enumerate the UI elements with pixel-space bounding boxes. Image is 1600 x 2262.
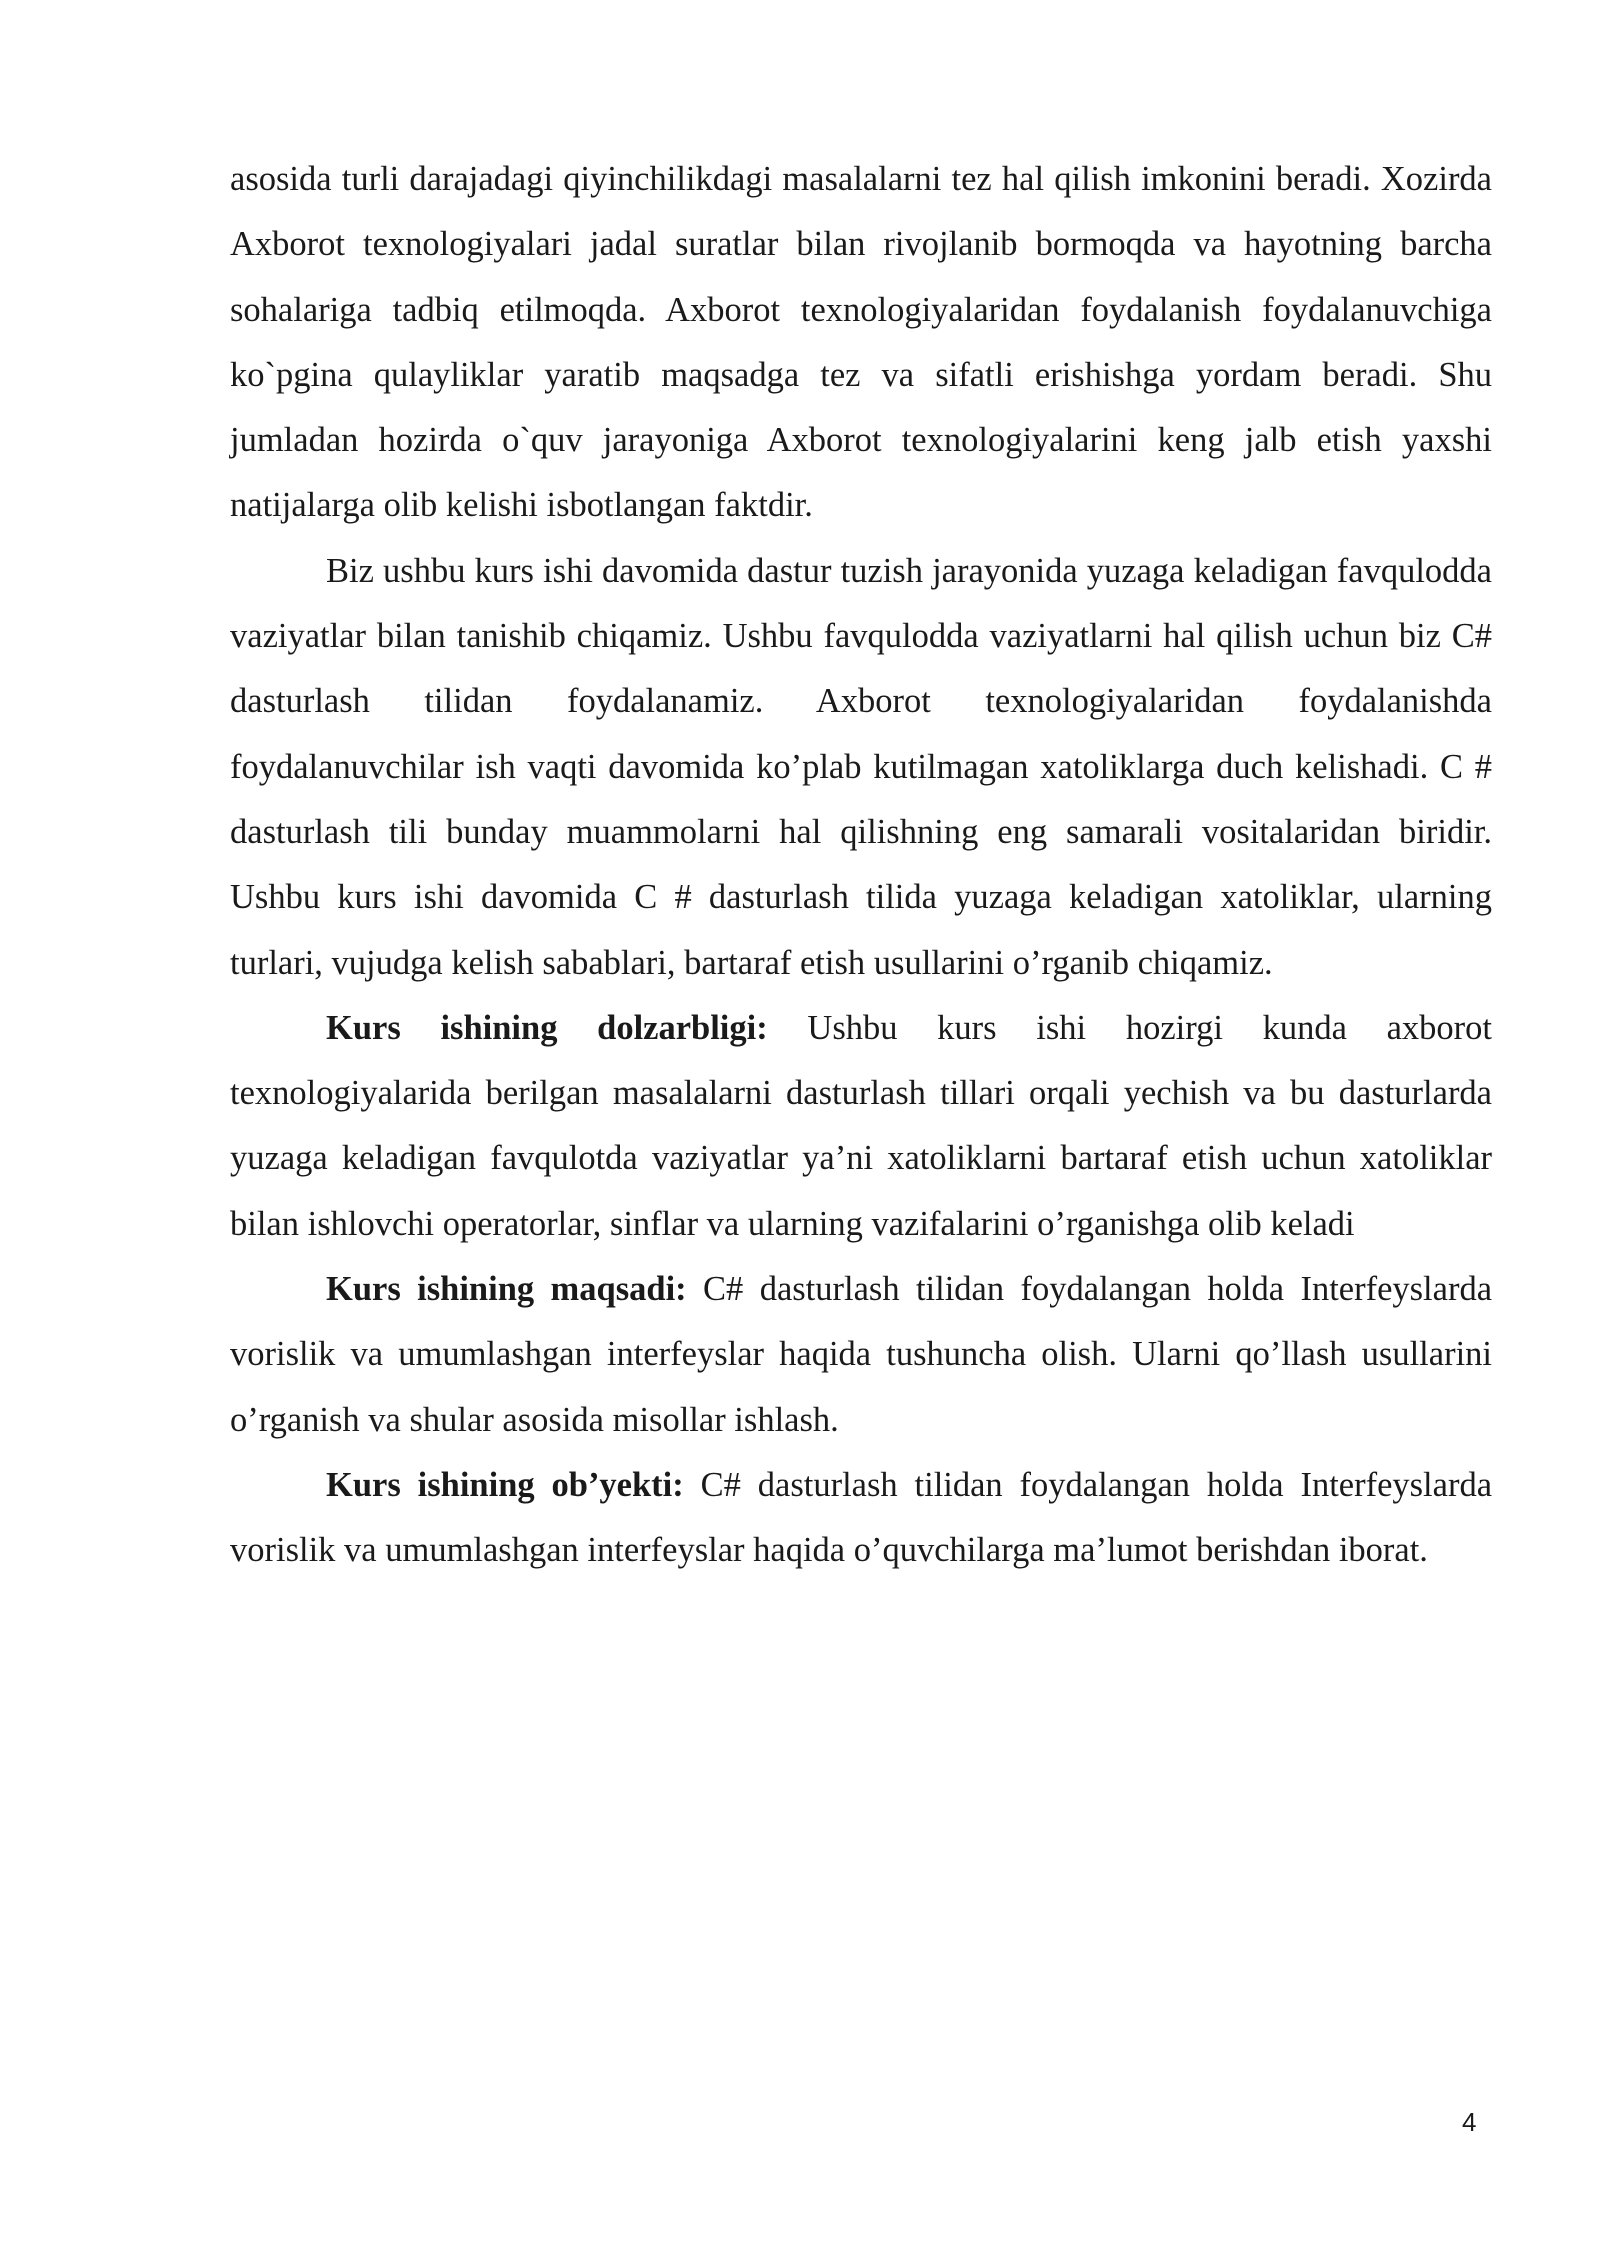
- paragraph-intro-continuation: [230, 147, 1492, 539]
- paragraph-heading-goal: Kurs ishining maqsadi:: [326, 1270, 687, 1309]
- paragraph-text: Ushbu kurs ishi hozirgi kunda axborot texnologiyalarida berilgan masalalarni dasturlash tillari orqali yechish va bu dasturlarda yuzaga keladigan favqulotda vaziyatlar ya’ni xatoliklarni bartaraf etish uchun xatoliklar bilan ishlovchi operatorlar, sinflar va ularning vazifalarini o’rganishga olib keladi: [230, 1008, 1492, 1243]
- document-page: [230, 147, 1492, 1584]
- paragraph-text: asosida turli darajadagi qiyinchilikdagi masalalarni tez hal qilish imkonini beradi. Xozirda Axborot texnologiyalari jadal suratlar bilan rivojlanib bormoqda va hayotning barcha sohalariga tadbiq etilmoqda. Axborot texnologiyalaridan foydalanish foydalanuvchiga ko`pgina qulayliklar yaratib maqsadga tez va sifatli erishishga yordam beradi. Shu jumladan hozirda o`quv jarayoniga Axborot texnologiyalarini keng jalb etish yaxshi natijalarga olib kelishi isbotlangan faktdir.: [230, 160, 1492, 525]
- paragraph-goal: [230, 1257, 1492, 1453]
- page-number: 4: [1462, 2107, 1477, 2137]
- paragraph-object: [230, 1453, 1492, 1584]
- paragraph-text: C# dasturlash tilidan foydalangan holda Interfeyslarda vorislik va umumlashgan interfeyslar haqida tushuncha olish. Ularni qo’llash usullarini o’rganish va shular asosida misollar ishlash.: [230, 1270, 1493, 1439]
- paragraph-heading-relevance: Kurs ishining dolzarbligi:: [326, 1008, 768, 1047]
- paragraph-course-overview: [230, 539, 1492, 996]
- paragraph-text: Biz ushbu kurs ishi davomida dastur tuzish jarayonida yuzaga keladigan favqulodda vaziyatlar bilan tanishib chiqamiz. Ushbu favqulodda vaziyatlarni hal qilish uchun biz C# dasturlash tilidan foydalanamiz. Axborot texnologiyalaridan foydalanishda foydalanuvchilar ish vaqti davomida ko’plab kutilmagan xatoliklarga duch kelishadi. C # dasturlash tili bunday muammolarni hal qilishning eng samarali vositalaridan biridir. Ushbu kurs ishi davomida C # dasturlash tilida yuzaga keladigan xatoliklar, ularning turlari, vujudga kelish sabablari, bartaraf etish usullarini o’rganib chiqamiz.: [230, 551, 1492, 982]
- paragraph-relevance: [230, 996, 1492, 1257]
- paragraph-text: C# dasturlash tilidan foydalangan holda Interfeyslarda vorislik va umumlashgan interfeyslar haqida o’quvchilarga ma’lumot berishdan iborat.: [230, 1465, 1493, 1570]
- paragraph-heading-object: Kurs ishining ob’yekti:: [326, 1465, 684, 1504]
